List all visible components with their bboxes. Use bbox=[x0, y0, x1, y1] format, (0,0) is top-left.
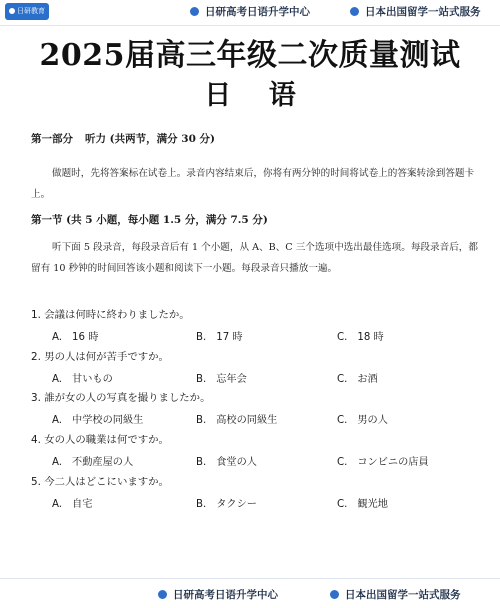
q1-option-b: B. 17 時 bbox=[196, 332, 243, 343]
section1-heading: 第一节 (共 5 小题，每小题 1.5 分，满分 7.5 分) bbox=[31, 214, 268, 226]
exam-subject: 日 语 bbox=[204, 80, 310, 111]
banner-item-gaokao-label: 日研高考日语升学中心 bbox=[205, 6, 310, 18]
q2-option-b: B. 忘年会 bbox=[196, 374, 247, 385]
question-5: 5. 今二人はどこにいますか。 bbox=[31, 476, 169, 488]
q1-option-c: C. 18 時 bbox=[337, 332, 384, 343]
part1-instruction: 做题时，先将答案标在试卷上。录音内容结束后，你将有两分钟的时间将试卷上的答案转涂到答题卡上。 bbox=[31, 168, 475, 200]
banner-item-study-abroad bbox=[350, 5, 481, 19]
question-3: 3. 誰が女の人の写真を撮りましたか。 bbox=[31, 392, 211, 404]
banner-item-study-abroad-label: 日本出国留学一站式服务 bbox=[365, 6, 481, 18]
bullet-icon bbox=[330, 590, 339, 599]
footer-item-gaokao bbox=[158, 587, 278, 602]
part1-label: 第一部分 bbox=[31, 133, 73, 145]
part1-heading bbox=[31, 131, 215, 146]
q4-option-c: C. コンビニの店員 bbox=[337, 457, 429, 468]
q4-option-b: B. 食堂の人 bbox=[196, 457, 257, 468]
exam-title: 2025届高三年级二次质量测试 bbox=[39, 38, 461, 73]
bullet-icon bbox=[190, 7, 199, 16]
q4-option-a: A. 不動産屋の人 bbox=[52, 457, 134, 468]
logo-text: 日研教育 bbox=[17, 7, 45, 15]
q1-option-a: A. 16 時 bbox=[52, 332, 99, 343]
footer-item-study-abroad bbox=[330, 587, 461, 602]
footer-item-gaokao-label: 日研高考日语升学中心 bbox=[173, 589, 278, 601]
part1-detail: 听力 (共两节，满分 30 分) bbox=[85, 133, 216, 145]
question-2: 2. 男の人は何が苦手ですか。 bbox=[31, 351, 169, 363]
banner-item-gaokao bbox=[190, 5, 310, 19]
q3-option-b: B. 高校の同級生 bbox=[196, 415, 278, 426]
top-banner bbox=[0, 0, 500, 26]
section1-instruction: 听下面 5 段录音，每段录音后有 1 个小题，从 A、B、C 三个选项中选出最佳选项。每段录音后，都留有 10 秒钟的时间回答该小题和阅读下一小题。每段录音只播放一遍。 bbox=[31, 242, 478, 274]
brand-logo bbox=[5, 3, 49, 20]
q5-option-a: A. 自宅 bbox=[52, 499, 93, 510]
logo-mark-icon bbox=[9, 8, 15, 14]
question-1: 1. 会議は何時に終わりましたか。 bbox=[31, 309, 190, 321]
q2-option-a: A. 甘いもの bbox=[52, 374, 113, 385]
q5-option-b: B. タクシー bbox=[196, 499, 257, 510]
q3-option-a: A. 中学校の同級生 bbox=[52, 415, 144, 426]
bullet-icon bbox=[350, 7, 359, 16]
bullet-icon bbox=[158, 590, 167, 599]
footer-item-study-abroad-label: 日本出国留学一站式服务 bbox=[345, 589, 461, 601]
question-4: 4. 女の人の職業は何ですか。 bbox=[31, 434, 169, 446]
q3-option-c: C. 男の人 bbox=[337, 415, 388, 426]
bottom-banner bbox=[0, 578, 500, 608]
q2-option-c: C. お酒 bbox=[337, 374, 378, 385]
q5-option-c: C. 観光地 bbox=[337, 499, 388, 510]
